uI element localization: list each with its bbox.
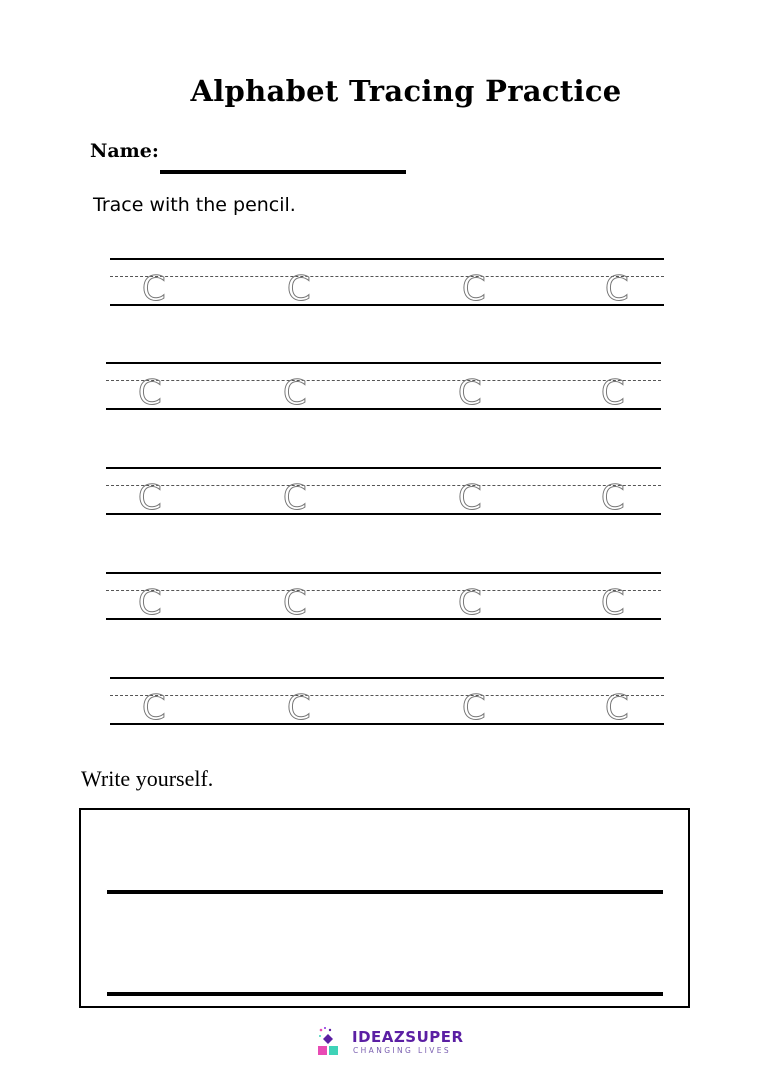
- tracing-row: [110, 258, 664, 308]
- write-line: [107, 890, 663, 894]
- trace-letter[interactable]: C: [601, 478, 625, 518]
- tracing-row: [110, 677, 664, 727]
- tracing-mid-line: [110, 695, 664, 696]
- tracing-base-line: [110, 304, 664, 306]
- brand-tagline: CHANGING LIVES: [353, 1046, 452, 1055]
- name-label: Name:: [90, 140, 159, 162]
- write-box[interactable]: [79, 808, 690, 1008]
- tracing-base-line: [106, 408, 661, 410]
- trace-letter[interactable]: C: [462, 269, 486, 309]
- tracing-row: [106, 467, 661, 517]
- tracing-top-line: [110, 258, 664, 260]
- trace-letter[interactable]: C: [605, 688, 629, 728]
- tracing-row: [106, 572, 661, 622]
- tracing-mid-line: [106, 485, 661, 486]
- tracing-mid-line: [106, 590, 661, 591]
- tracing-mid-line: [106, 380, 661, 381]
- trace-instruction: Trace with the pencil.: [93, 194, 296, 216]
- trace-letter[interactable]: C: [287, 269, 311, 309]
- trace-letter[interactable]: C: [601, 373, 625, 413]
- trace-letter[interactable]: C: [458, 478, 482, 518]
- trace-letter[interactable]: C: [287, 688, 311, 728]
- trace-letter[interactable]: C: [458, 583, 482, 623]
- trace-letter[interactable]: C: [605, 269, 629, 309]
- trace-letter[interactable]: C: [283, 478, 307, 518]
- trace-letter[interactable]: C: [283, 373, 307, 413]
- brand-logo: [318, 1026, 478, 1060]
- tracing-top-line: [110, 677, 664, 679]
- brand-logo-icon: [318, 1026, 348, 1056]
- name-field-line[interactable]: [160, 170, 406, 174]
- tracing-mid-line: [110, 276, 664, 277]
- trace-letter[interactable]: C: [458, 373, 482, 413]
- tracing-base-line: [106, 513, 661, 515]
- trace-letter[interactable]: C: [601, 583, 625, 623]
- tracing-top-line: [106, 362, 661, 364]
- trace-letter[interactable]: C: [138, 583, 162, 623]
- tracing-row: [106, 362, 661, 412]
- trace-letter[interactable]: C: [138, 478, 162, 518]
- trace-letter[interactable]: C: [462, 688, 486, 728]
- tracing-base-line: [106, 618, 661, 620]
- tracing-top-line: [106, 572, 661, 574]
- name-row: [90, 140, 159, 162]
- trace-letter[interactable]: C: [142, 269, 166, 309]
- trace-letter[interactable]: C: [138, 373, 162, 413]
- trace-letter[interactable]: C: [142, 688, 166, 728]
- tracing-base-line: [110, 723, 664, 725]
- write-line: [107, 992, 663, 996]
- page-title: Alphabet Tracing Practice: [190, 74, 622, 108]
- brand-name: IDEAZSUPER: [352, 1028, 464, 1046]
- tracing-top-line: [106, 467, 661, 469]
- write-instruction: Write yourself.: [81, 766, 214, 791]
- trace-letter[interactable]: C: [283, 583, 307, 623]
